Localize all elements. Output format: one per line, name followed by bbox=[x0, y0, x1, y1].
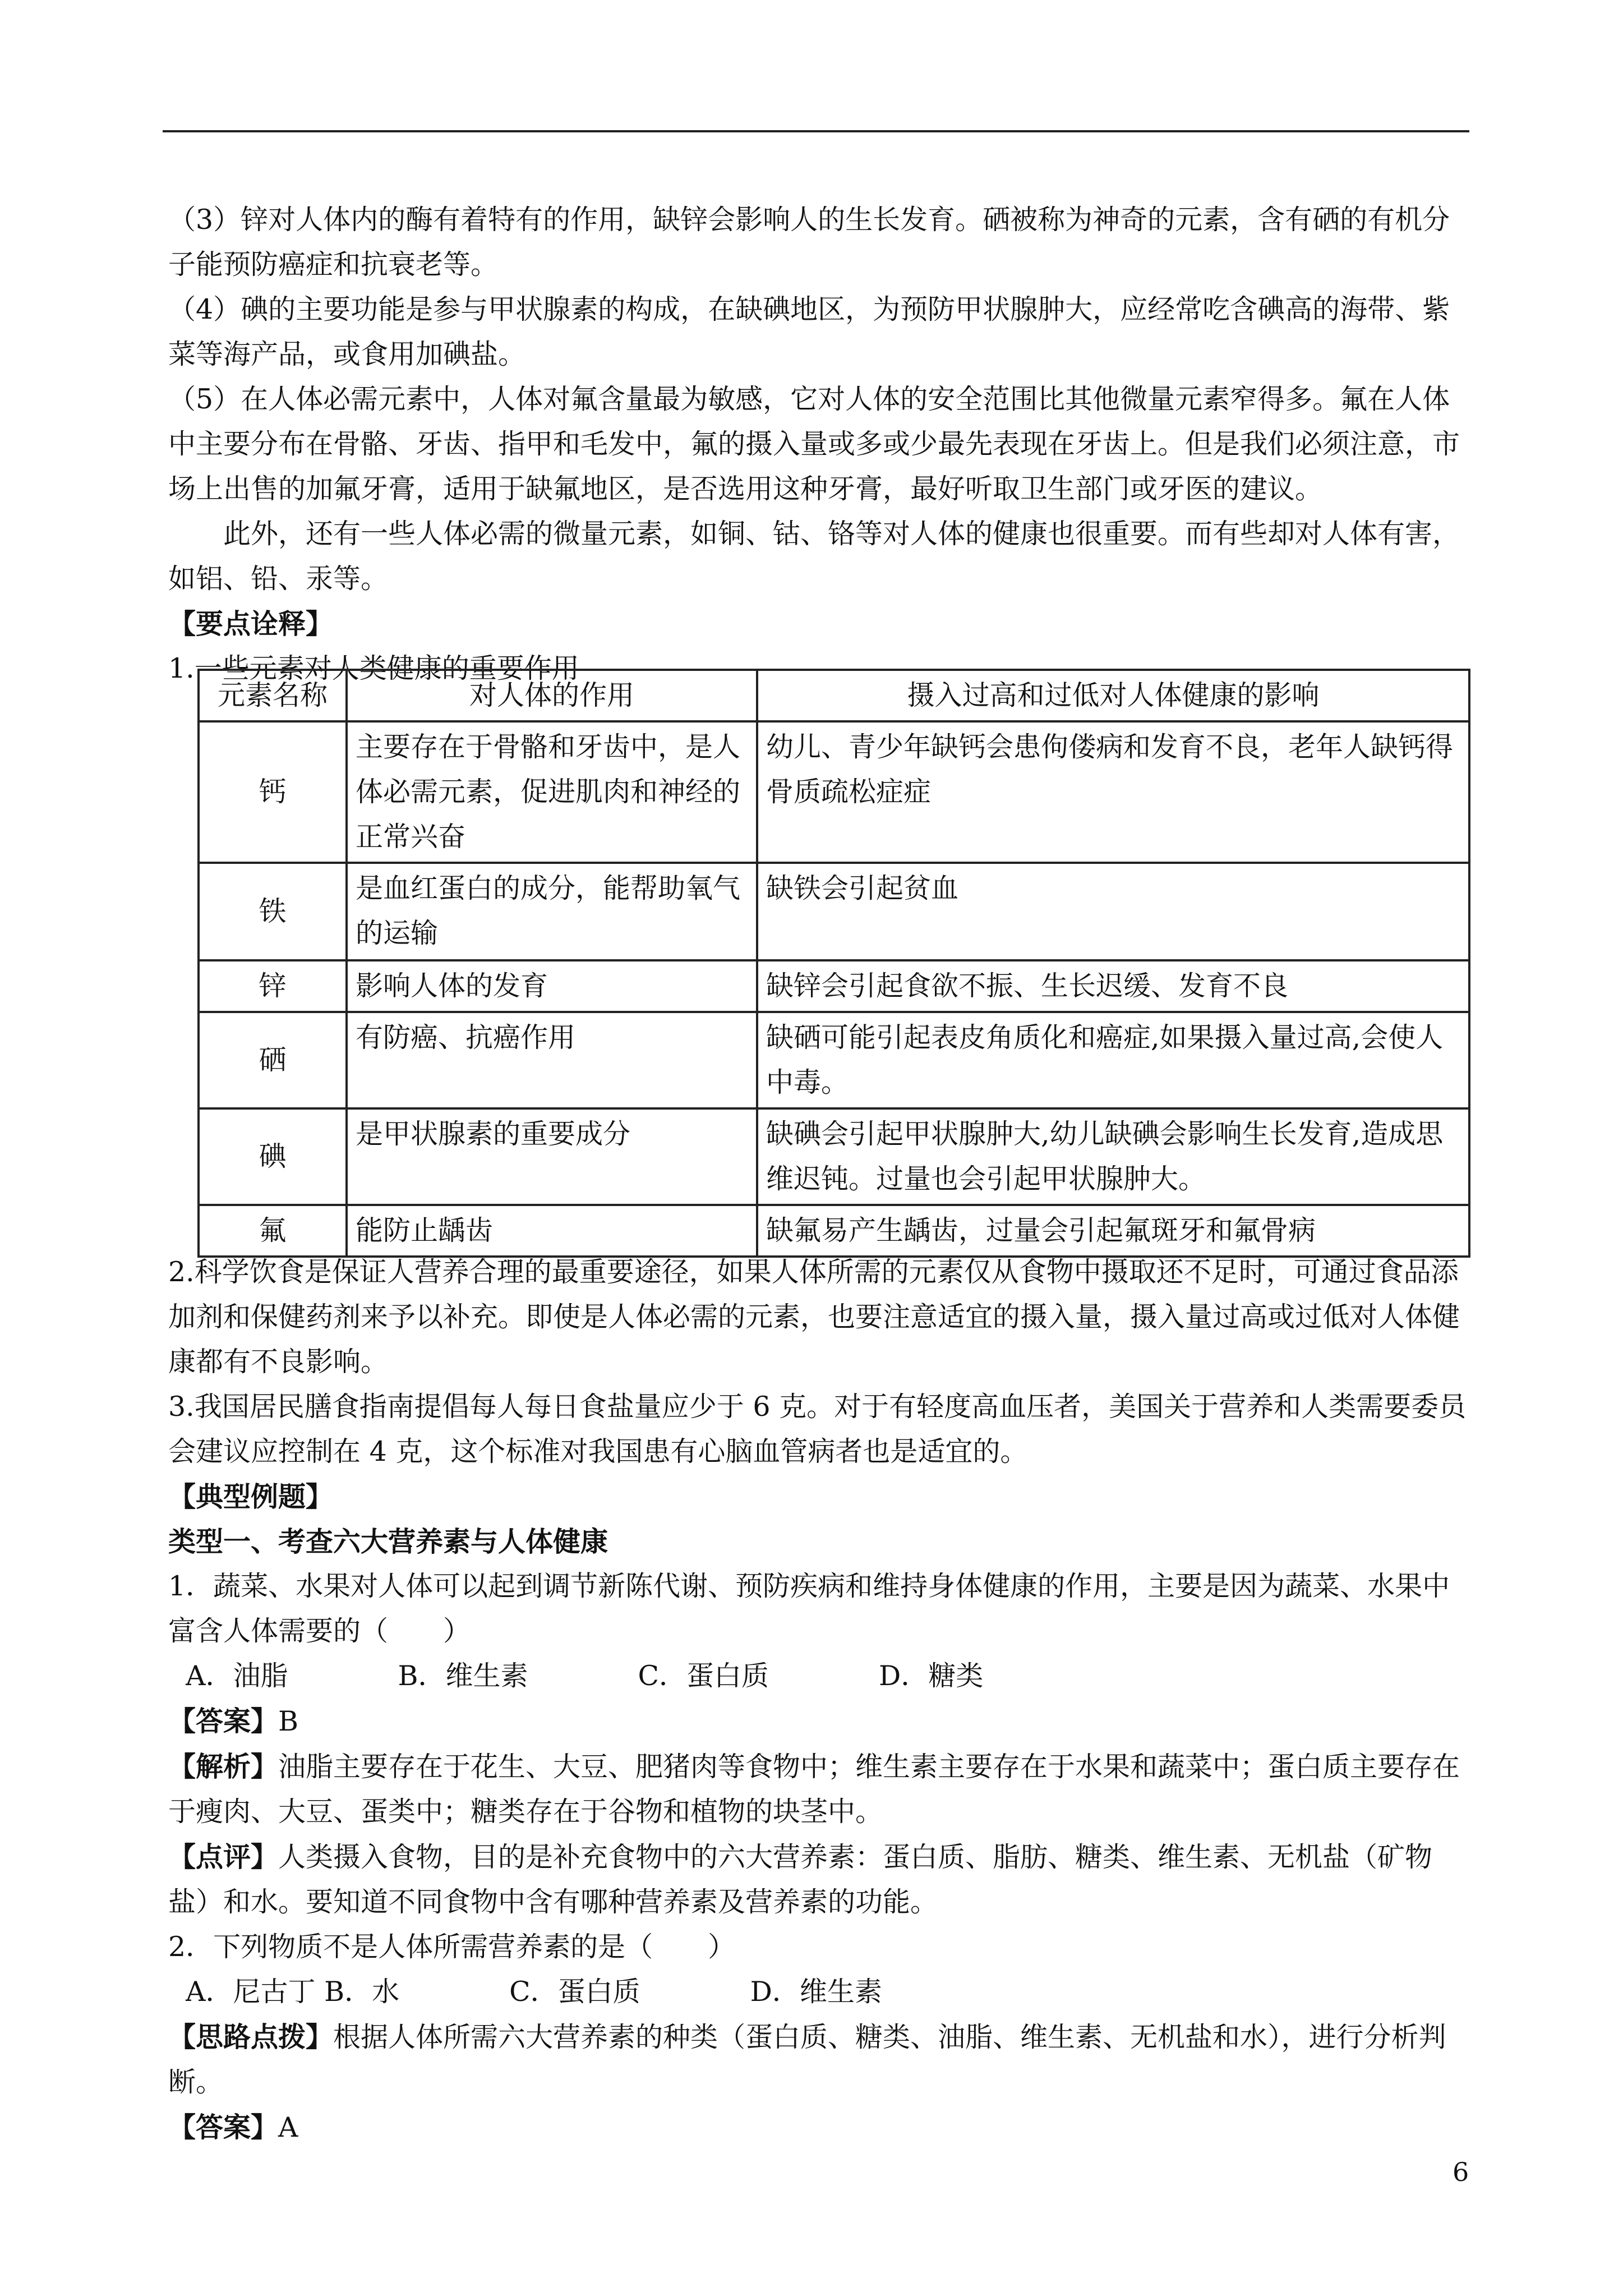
role-cell: 是甲状腺素的重要成分 bbox=[347, 1108, 757, 1205]
analysis-text: 油脂主要存在于花生、大豆、肥猪肉等食物中；维生素主要存在于水果和蔬菜中；蛋白质主要存在于瘦肉、大豆、蛋类中；糖类存在于谷物和植物的块茎中。 bbox=[168, 1751, 1460, 1828]
intro-paragraph-extra: 此外，还有一些人体必需的微量元素，如铜、钴、铬等对人体的健康也很重要。而有些却对人体有害，如铝、铅、汞等。 bbox=[168, 518, 1460, 595]
table-row bbox=[199, 863, 1469, 960]
header-effect: 摄入过高和过低对人体健康的影响 bbox=[757, 670, 1469, 721]
element-cell: 钙 bbox=[199, 721, 347, 863]
effect-cell: 缺硒可能引起表皮角质化和癌症,如果摄入量过高,会使人中毒。 bbox=[757, 1012, 1469, 1108]
effect-cell: 幼儿、青少年缺钙会患佝偻病和发育不良，老年人缺钙得骨质疏松症症 bbox=[757, 721, 1469, 863]
question-1-comment bbox=[168, 1834, 1469, 1925]
role-cell: 是血红蛋白的成分，能帮助氧气的运输 bbox=[347, 863, 757, 960]
point-1: 1.一些元素对人类健康的重要作用 bbox=[168, 652, 579, 684]
hint-text: 根据人体所需六大营养素的种类（蛋白质、糖类、油脂、维生素、无机盐和水），进行分析判断。 bbox=[168, 2021, 1446, 2098]
comment-label: 【点评】 bbox=[168, 1841, 279, 1873]
answer-label: 【答案】 bbox=[168, 1705, 279, 1737]
below-table-section bbox=[168, 1250, 1469, 2150]
intro-paragraph-4: （4）碘的主要功能是参与甲状腺素的构成，在缺碘地区，为预防甲状腺肿大，应经常吃含碘高的海带、紫菜等海产品，或食用加碘盐。 bbox=[168, 293, 1450, 370]
role-cell: 有防癌、抗癌作用 bbox=[347, 1012, 757, 1108]
intro-paragraph-5: （5）在人体必需元素中，人体对氟含量最为敏感，它对人体的安全范围比其他微量元素窄得多。氟在人体中主要分布在骨骼、牙齿、指甲和毛发中，氟的摄入量或多或少最先表现在牙齿上。但是我们必须注意，市场上出售的加氟牙膏，适用于缺氟地区，是否选用这种牙膏，最好听取卫生部门或牙医的建议。 bbox=[168, 383, 1460, 505]
effect-cell: 缺氟易产生龋齿，过量会引起氟斑牙和氟骨病 bbox=[757, 1205, 1469, 1257]
element-cell: 硒 bbox=[199, 1012, 347, 1108]
page-number: 6 bbox=[1453, 2157, 1469, 2187]
effect-cell: 缺铁会引起贫血 bbox=[757, 863, 1469, 960]
answer-value: B bbox=[278, 1705, 299, 1737]
header-rule bbox=[163, 130, 1469, 132]
question-2-hint bbox=[168, 2014, 1469, 2105]
question-1-options: A．油脂 B．维生素 C．蛋白质 D．糖类 bbox=[168, 1660, 984, 1692]
elements-table bbox=[197, 669, 1470, 1258]
element-cell: 碘 bbox=[199, 1108, 347, 1205]
header-role: 对人体的作用 bbox=[347, 670, 757, 721]
table-row bbox=[199, 1205, 1469, 1257]
element-cell: 锌 bbox=[199, 960, 347, 1012]
role-cell: 主要存在于骨骼和牙齿中，是人体必需元素，促进肌肉和神经的正常兴奋 bbox=[347, 721, 757, 863]
role-cell: 影响人体的发育 bbox=[347, 960, 757, 1012]
element-cell: 氟 bbox=[199, 1205, 347, 1257]
table-row bbox=[199, 1012, 1469, 1108]
role-cell: 能防止龋齿 bbox=[347, 1205, 757, 1257]
table-row bbox=[199, 960, 1469, 1012]
table-row bbox=[199, 1108, 1469, 1205]
key-points-heading: 【要点诠释】 bbox=[168, 608, 334, 640]
effect-cell: 缺锌会引起食欲不振、生长迟缓、发育不良 bbox=[757, 960, 1469, 1012]
effect-cell: 缺碘会引起甲状腺肿大,幼儿缺碘会影响生长发育,造成思维迟钝。过量也会引起甲状腺肿大。 bbox=[757, 1108, 1469, 1205]
point-3: 3.我国居民膳食指南提倡每人每日食盐量应少于 6 克。对于有轻度高血压者，美国关于营养和人类需要委员会建议应控制在 4 克，这个标准对我国患有心脑血管病者也是适宜的。 bbox=[168, 1391, 1467, 1467]
hint-label: 【思路点拨】 bbox=[168, 2021, 334, 2053]
question-2-answer bbox=[168, 2105, 1469, 2150]
type-1-heading: 类型一、考查六大营养素与人体健康 bbox=[168, 1525, 608, 1558]
answer-value: A bbox=[278, 2111, 298, 2143]
examples-heading: 【典型例题】 bbox=[168, 1480, 334, 1513]
question-2: 2．下列物质不是人体所需营养素的是（ ） bbox=[168, 1931, 736, 1963]
answer-label: 【答案】 bbox=[168, 2111, 279, 2143]
header-element: 元素名称 bbox=[199, 670, 347, 721]
question-1: 1．蔬菜、水果对人体可以起到调节新陈代谢、预防疾病和维持身体健康的作用，主要是因为蔬菜、水果中富含人体需要的（ ） bbox=[168, 1570, 1450, 1647]
question-1-answer bbox=[168, 1699, 1469, 1744]
point-2: 2.科学饮食是保证人营养合理的最重要途径，如果人体所需的元素仅从食物中摄取还不足时，可通过食品添加剂和保健药剂来予以补充。即使是人体必需的元素，也要注意适宜的摄入量，摄入量过高或过低对人体健康都有不良影响。 bbox=[168, 1256, 1460, 1378]
table-row bbox=[199, 721, 1469, 863]
table-header-row bbox=[199, 670, 1469, 721]
intro-paragraph-3: （3）锌对人体内的酶有着特有的作用，缺锌会影响人的生长发育。硒被称为神奇的元素，含有硒的有机分子能预防癌症和抗衰老等。 bbox=[168, 204, 1450, 280]
intro-section bbox=[168, 197, 1469, 691]
comment-text: 人类摄入食物，目的是补充食物中的六大营养素：蛋白质、脂肪、糖类、维生素、无机盐（矿物盐）和水。要知道不同食物中含有哪种营养素及营养素的功能。 bbox=[168, 1841, 1433, 1918]
analysis-label: 【解析】 bbox=[168, 1750, 279, 1783]
element-cell: 铁 bbox=[199, 863, 347, 960]
question-1-analysis bbox=[168, 1744, 1469, 1834]
question-2-options: A．尼古丁 B．水 C．蛋白质 D．维生素 bbox=[168, 1976, 882, 2008]
